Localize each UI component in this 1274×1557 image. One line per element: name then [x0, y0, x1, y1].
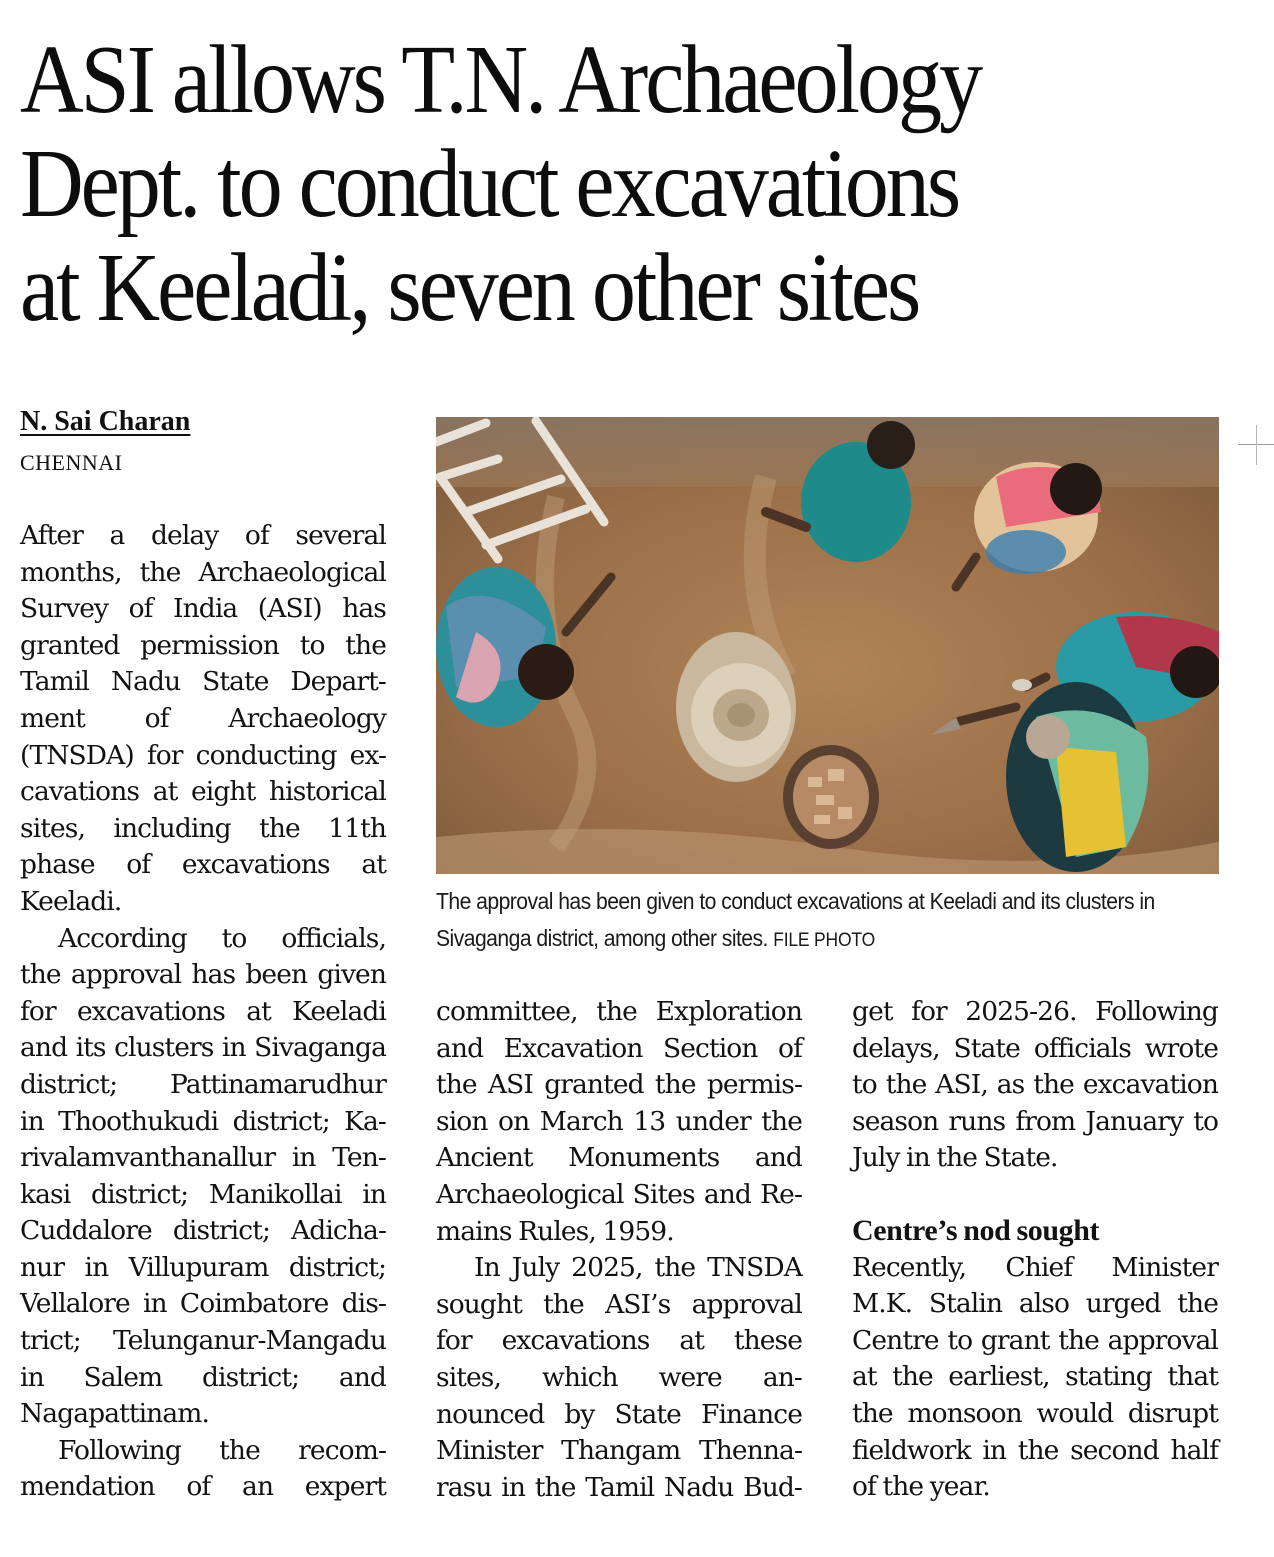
- text-line: sites, which were an-: [436, 1361, 802, 1393]
- caption-text: The approval has been given to conduct excavations at Keeladi and its clusters in Sivaganga district, among other sites.: [436, 888, 1155, 951]
- text-line: granted permission to the: [20, 629, 386, 661]
- article-photo[interactable]: [436, 417, 1219, 874]
- text-line: in Salem district; and: [20, 1361, 386, 1393]
- text-line: phase of excavations at: [20, 849, 386, 881]
- text-line: get for 2025-26. Following: [852, 996, 1218, 1027]
- text-line: According to officials,: [58, 922, 386, 954]
- text-line: for excavations at these: [436, 1325, 802, 1357]
- body-column-3: [852, 994, 1218, 1506]
- text-line: the monsoon would disrupt: [852, 1397, 1218, 1429]
- text-line: Vellalore in Coimbatore dis-: [20, 1288, 386, 1320]
- headline-line-1: ASI allows T.N. Archaeology: [20, 26, 981, 134]
- text-line: mendation of an expert: [20, 1471, 386, 1503]
- headline: [20, 28, 1118, 340]
- photo-caption: [436, 883, 1172, 959]
- text-line: Tamil Nadu State Depart-: [20, 666, 386, 698]
- text-line: Cuddalore district; Adicha-: [20, 1215, 386, 1247]
- text-line: sought the ASI’s approval: [436, 1288, 802, 1320]
- crosshair-icon: [1238, 425, 1274, 465]
- headline-line-2: Dept. to conduct excavations: [20, 130, 959, 238]
- text-line: sites, including the 11th: [20, 812, 386, 844]
- text-line: to the ASI, as the excavation: [852, 1069, 1218, 1101]
- text-line: Centre to grant the approval: [852, 1324, 1218, 1356]
- text-line: and its clusters in Sivaganga: [20, 1032, 386, 1064]
- text-line: rivalamvanthanallur in Ten-: [20, 1142, 386, 1174]
- text-line: (TNSDA) for conducting ex-: [20, 739, 386, 771]
- text-line: the approval has been given: [20, 959, 386, 991]
- text-line: Ancient Monuments and: [436, 1142, 802, 1174]
- text-line: Keeladi.: [20, 885, 122, 917]
- text-line: nur in Villupuram district;: [20, 1251, 386, 1283]
- paragraph-recommendation: [20, 1433, 386, 1506]
- subheading: Centre’s nod sought: [852, 1213, 1100, 1247]
- text-line: the ASI granted the permis-: [436, 1069, 802, 1101]
- text-line: fieldwork in the second half: [852, 1434, 1218, 1466]
- text-line: sion on March 13 under the: [436, 1105, 802, 1137]
- text-line: of the year.: [852, 1471, 990, 1503]
- text-line: Minister Thangam Thenna-: [436, 1435, 802, 1467]
- text-line: Survey of India (ASI) has: [20, 593, 386, 625]
- paragraph-recommendation-cont: [436, 994, 802, 1250]
- excavation-photo-illustration: [436, 417, 1219, 874]
- photo-credit: FILE PHOTO: [773, 930, 875, 951]
- text-line: Following the recom-: [58, 1434, 386, 1466]
- body-column-1: [20, 518, 386, 1506]
- text-line: Archaeological Sites and Re-: [436, 1178, 802, 1210]
- paragraph-intro: [20, 518, 386, 921]
- text-line: July in the State.: [852, 1142, 1058, 1174]
- text-line: at the earliest, stating that: [852, 1361, 1218, 1393]
- text-line: for excavations at Keeladi: [20, 995, 386, 1027]
- dateline: CHENNAI: [20, 450, 123, 475]
- text-line: kasi district; Manikollai in: [20, 1178, 386, 1210]
- text-line: Recently, Chief Minister: [852, 1251, 1218, 1283]
- text-line: season runs from January to: [852, 1105, 1218, 1137]
- byline-author[interactable]: N. Sai Charan: [20, 406, 191, 437]
- text-line: trict; Telunganur-Mangadu: [20, 1325, 386, 1357]
- text-line: months, the Archaeological: [20, 556, 386, 588]
- text-line: Nagapattinam.: [20, 1398, 210, 1430]
- text-line: rasu in the Tamil Nadu Bud-: [436, 1471, 802, 1503]
- paragraph-budget: [852, 994, 1218, 1177]
- text-line: cavations at eight historical: [20, 776, 386, 808]
- text-line: and Excavation Section of: [436, 1032, 802, 1064]
- text-line: committee, the Exploration: [436, 996, 802, 1027]
- text-line: mains Rules, 1959.: [436, 1215, 674, 1247]
- paragraph-sites: [20, 921, 386, 1433]
- paragraph-cm-stalin: [852, 1250, 1218, 1506]
- text-line: delays, State officials wrote: [852, 1032, 1218, 1064]
- paragraph-july-2025: [436, 1250, 802, 1506]
- text-line: In July 2025, the TNSDA: [474, 1252, 802, 1284]
- crosshair-vertical-rule: [1256, 425, 1257, 465]
- text-line: After a delay of several: [20, 520, 386, 551]
- text-line: district; Pattinamarudhur: [20, 1068, 386, 1100]
- headline-line-3: at Keeladi, seven other sites: [20, 234, 919, 342]
- text-line: nounced by State Finance: [436, 1398, 802, 1430]
- text-line: M.K. Stalin also urged the: [852, 1288, 1218, 1320]
- text-line: in Thoothukudi district; Ka-: [20, 1105, 386, 1137]
- text-line: ment of Archaeology: [20, 702, 386, 734]
- body-column-2: [436, 994, 802, 1506]
